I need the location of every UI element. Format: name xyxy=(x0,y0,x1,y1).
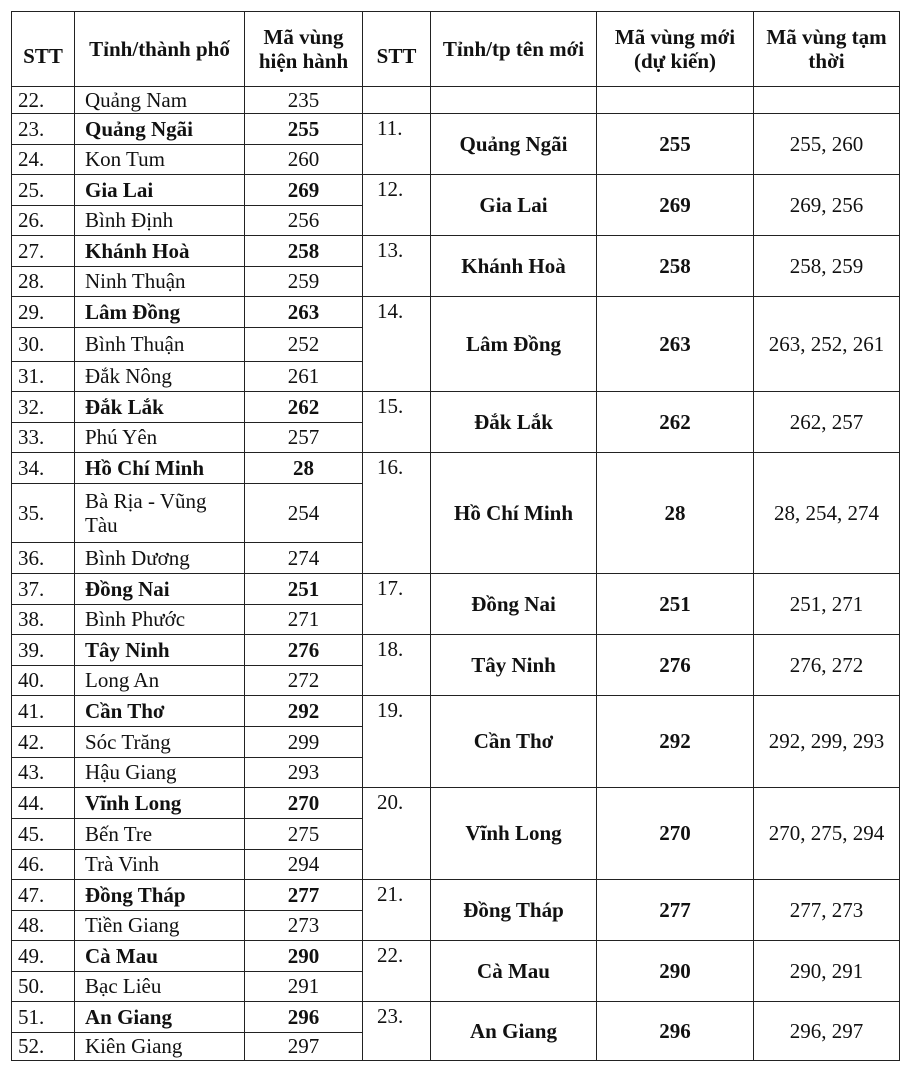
new-code: 269 xyxy=(597,175,754,236)
row-stt: 42. xyxy=(12,727,75,758)
temp-code: 251, 271 xyxy=(754,574,900,635)
row-province: Cần Thơ xyxy=(75,696,245,727)
temp-code: 277, 273 xyxy=(754,880,900,941)
row-province: Tiền Giang xyxy=(75,911,245,941)
row-code: 275 xyxy=(245,819,363,850)
temp-code: 269, 256 xyxy=(754,175,900,236)
row-code: 269 xyxy=(245,175,363,206)
row-province: Bình Thuận xyxy=(75,328,245,362)
row-stt: 33. xyxy=(12,423,75,453)
row-stt: 29. xyxy=(12,297,75,328)
table-row-group-main xyxy=(12,635,900,666)
temp-code: 28, 254, 274 xyxy=(754,453,900,574)
row-province: Hậu Giang xyxy=(75,758,245,788)
table-row-group-main xyxy=(12,114,900,145)
row-province: Đồng Tháp xyxy=(75,880,245,911)
new-code: 296 xyxy=(597,1002,754,1061)
new-stt: 16. xyxy=(363,453,431,574)
new-province: Cà Mau xyxy=(431,941,597,1002)
row-code: 260 xyxy=(245,145,363,175)
empty-cell xyxy=(754,87,900,114)
row-stt: 25. xyxy=(12,175,75,206)
new-province: Lâm Đồng xyxy=(431,297,597,392)
new-code: 270 xyxy=(597,788,754,880)
new-code: 263 xyxy=(597,297,754,392)
new-stt: 12. xyxy=(363,175,431,236)
header-new-stt: STT xyxy=(363,12,431,87)
row-code: 273 xyxy=(245,911,363,941)
row-code: 256 xyxy=(245,206,363,236)
empty-cell xyxy=(363,87,431,114)
row-code: 28 xyxy=(245,453,363,484)
temp-code: 258, 259 xyxy=(754,236,900,297)
row-stt: 26. xyxy=(12,206,75,236)
row-province: Vĩnh Long xyxy=(75,788,245,819)
row-stt: 46. xyxy=(12,850,75,880)
row-stt: 27. xyxy=(12,236,75,267)
row-stt: 40. xyxy=(12,666,75,696)
row-code: 271 xyxy=(245,605,363,635)
row-code: 299 xyxy=(245,727,363,758)
row-stt: 48. xyxy=(12,911,75,941)
row-code: 270 xyxy=(245,788,363,819)
row-stt: 39. xyxy=(12,635,75,666)
new-province: Cần Thơ xyxy=(431,696,597,788)
header-current-code: Mã vùng hiện hành xyxy=(245,12,363,87)
new-code: 251 xyxy=(597,574,754,635)
row-province: Gia Lai xyxy=(75,175,245,206)
row-province: Sóc Trăng xyxy=(75,727,245,758)
new-stt: 22. xyxy=(363,941,431,1002)
row-code: 290 xyxy=(245,941,363,972)
table-row-group-main xyxy=(12,453,900,484)
row-stt: 34. xyxy=(12,453,75,484)
temp-code: 292, 299, 293 xyxy=(754,696,900,788)
new-province: Đắk Lắk xyxy=(431,392,597,453)
new-code: 290 xyxy=(597,941,754,1002)
table-row xyxy=(12,87,900,114)
temp-code: 262, 257 xyxy=(754,392,900,453)
row-code: 263 xyxy=(245,297,363,328)
new-stt: 20. xyxy=(363,788,431,880)
row-stt: 50. xyxy=(12,972,75,1002)
new-code: 258 xyxy=(597,236,754,297)
row-province: Quảng Nam xyxy=(75,87,245,114)
row-code: 272 xyxy=(245,666,363,696)
row-code: 291 xyxy=(245,972,363,1002)
header-new-province: Tỉnh/tp tên mới xyxy=(431,12,597,87)
row-province: Lâm Đồng xyxy=(75,297,245,328)
new-stt: 17. xyxy=(363,574,431,635)
table-row-group-main xyxy=(12,696,900,727)
new-province: Hồ Chí Minh xyxy=(431,453,597,574)
row-stt: 41. xyxy=(12,696,75,727)
row-stt: 52. xyxy=(12,1033,75,1061)
row-province: Bến Tre xyxy=(75,819,245,850)
row-province: Bình Phước xyxy=(75,605,245,635)
temp-code: 296, 297 xyxy=(754,1002,900,1061)
row-code: 292 xyxy=(245,696,363,727)
row-code: 276 xyxy=(245,635,363,666)
new-stt: 11. xyxy=(363,114,431,175)
row-stt: 45. xyxy=(12,819,75,850)
row-stt: 30. xyxy=(12,328,75,362)
new-code: 262 xyxy=(597,392,754,453)
new-stt: 15. xyxy=(363,392,431,453)
row-stt: 36. xyxy=(12,543,75,574)
row-province: Trà Vinh xyxy=(75,850,245,880)
row-code: 296 xyxy=(245,1002,363,1033)
row-stt: 22. xyxy=(12,87,75,114)
row-stt: 47. xyxy=(12,880,75,911)
new-code: 292 xyxy=(597,696,754,788)
new-province: Vĩnh Long xyxy=(431,788,597,880)
header-stt: STT xyxy=(12,12,75,87)
header-new-code: Mã vùng mới (dự kiến) xyxy=(597,12,754,87)
row-province: An Giang xyxy=(75,1002,245,1033)
row-code: 255 xyxy=(245,114,363,145)
row-province: Khánh Hoà xyxy=(75,236,245,267)
row-province: Kon Tum xyxy=(75,145,245,175)
row-stt: 44. xyxy=(12,788,75,819)
row-stt: 51. xyxy=(12,1002,75,1033)
table-row-group-main xyxy=(12,574,900,605)
table-row-group-main xyxy=(12,297,900,328)
table-row-group-main xyxy=(12,236,900,267)
empty-cell xyxy=(597,87,754,114)
header-row xyxy=(12,12,900,87)
new-province: Quảng Ngãi xyxy=(431,114,597,175)
new-stt: 21. xyxy=(363,880,431,941)
new-province: Khánh Hoà xyxy=(431,236,597,297)
row-code: 254 xyxy=(245,484,363,543)
new-province: Gia Lai xyxy=(431,175,597,236)
empty-cell xyxy=(431,87,597,114)
new-province: Tây Ninh xyxy=(431,635,597,696)
temp-code: 270, 275, 294 xyxy=(754,788,900,880)
row-province: Bạc Liêu xyxy=(75,972,245,1002)
row-code: 297 xyxy=(245,1033,363,1061)
row-code: 293 xyxy=(245,758,363,788)
row-province: Đắk Lắk xyxy=(75,392,245,423)
row-province: Đồng Nai xyxy=(75,574,245,605)
new-province: Đồng Nai xyxy=(431,574,597,635)
row-code: 261 xyxy=(245,362,363,392)
area-code-table xyxy=(11,11,900,1061)
row-province: Phú Yên xyxy=(75,423,245,453)
row-stt: 38. xyxy=(12,605,75,635)
row-stt: 32. xyxy=(12,392,75,423)
header-province: Tỉnh/thành phố xyxy=(75,12,245,87)
row-code: 235 xyxy=(245,87,363,114)
row-province: Long An xyxy=(75,666,245,696)
row-province: Hồ Chí Minh xyxy=(75,453,245,484)
row-code: 274 xyxy=(245,543,363,574)
table-body xyxy=(12,87,900,1061)
row-stt: 31. xyxy=(12,362,75,392)
row-code: 258 xyxy=(245,236,363,267)
area-code-table-wrapper xyxy=(11,11,900,1061)
row-province: Ninh Thuận xyxy=(75,267,245,297)
new-stt: 13. xyxy=(363,236,431,297)
table-row-group-main xyxy=(12,880,900,911)
row-stt: 37. xyxy=(12,574,75,605)
row-province: Bình Định xyxy=(75,206,245,236)
row-code: 294 xyxy=(245,850,363,880)
new-code: 276 xyxy=(597,635,754,696)
temp-code: 263, 252, 261 xyxy=(754,297,900,392)
row-province: Bình Dương xyxy=(75,543,245,574)
row-province: Đắk Nông xyxy=(75,362,245,392)
new-stt: 14. xyxy=(363,297,431,392)
row-code: 277 xyxy=(245,880,363,911)
new-stt: 18. xyxy=(363,635,431,696)
table-row-group-main xyxy=(12,392,900,423)
row-province: Bà Rịa - Vũng Tàu xyxy=(75,484,245,543)
row-province: Quảng Ngãi xyxy=(75,114,245,145)
row-province: Cà Mau xyxy=(75,941,245,972)
row-code: 259 xyxy=(245,267,363,297)
row-province: Kiên Giang xyxy=(75,1033,245,1061)
row-code: 251 xyxy=(245,574,363,605)
row-stt: 28. xyxy=(12,267,75,297)
new-code: 28 xyxy=(597,453,754,574)
row-stt: 35. xyxy=(12,484,75,543)
new-province: An Giang xyxy=(431,1002,597,1061)
row-code: 252 xyxy=(245,328,363,362)
new-code: 255 xyxy=(597,114,754,175)
header-temp-code: Mã vùng tạm thời xyxy=(754,12,900,87)
new-stt: 23. xyxy=(363,1002,431,1061)
table-row-group-main xyxy=(12,788,900,819)
row-stt: 49. xyxy=(12,941,75,972)
new-code: 277 xyxy=(597,880,754,941)
new-stt: 19. xyxy=(363,696,431,788)
table-row-group-main xyxy=(12,1002,900,1033)
row-code: 257 xyxy=(245,423,363,453)
new-province: Đồng Tháp xyxy=(431,880,597,941)
table-row-group-main xyxy=(12,941,900,972)
row-province: Tây Ninh xyxy=(75,635,245,666)
row-code: 262 xyxy=(245,392,363,423)
row-stt: 43. xyxy=(12,758,75,788)
temp-code: 290, 291 xyxy=(754,941,900,1002)
row-stt: 23. xyxy=(12,114,75,145)
row-stt: 24. xyxy=(12,145,75,175)
temp-code: 255, 260 xyxy=(754,114,900,175)
table-row-group-main xyxy=(12,175,900,206)
temp-code: 276, 272 xyxy=(754,635,900,696)
